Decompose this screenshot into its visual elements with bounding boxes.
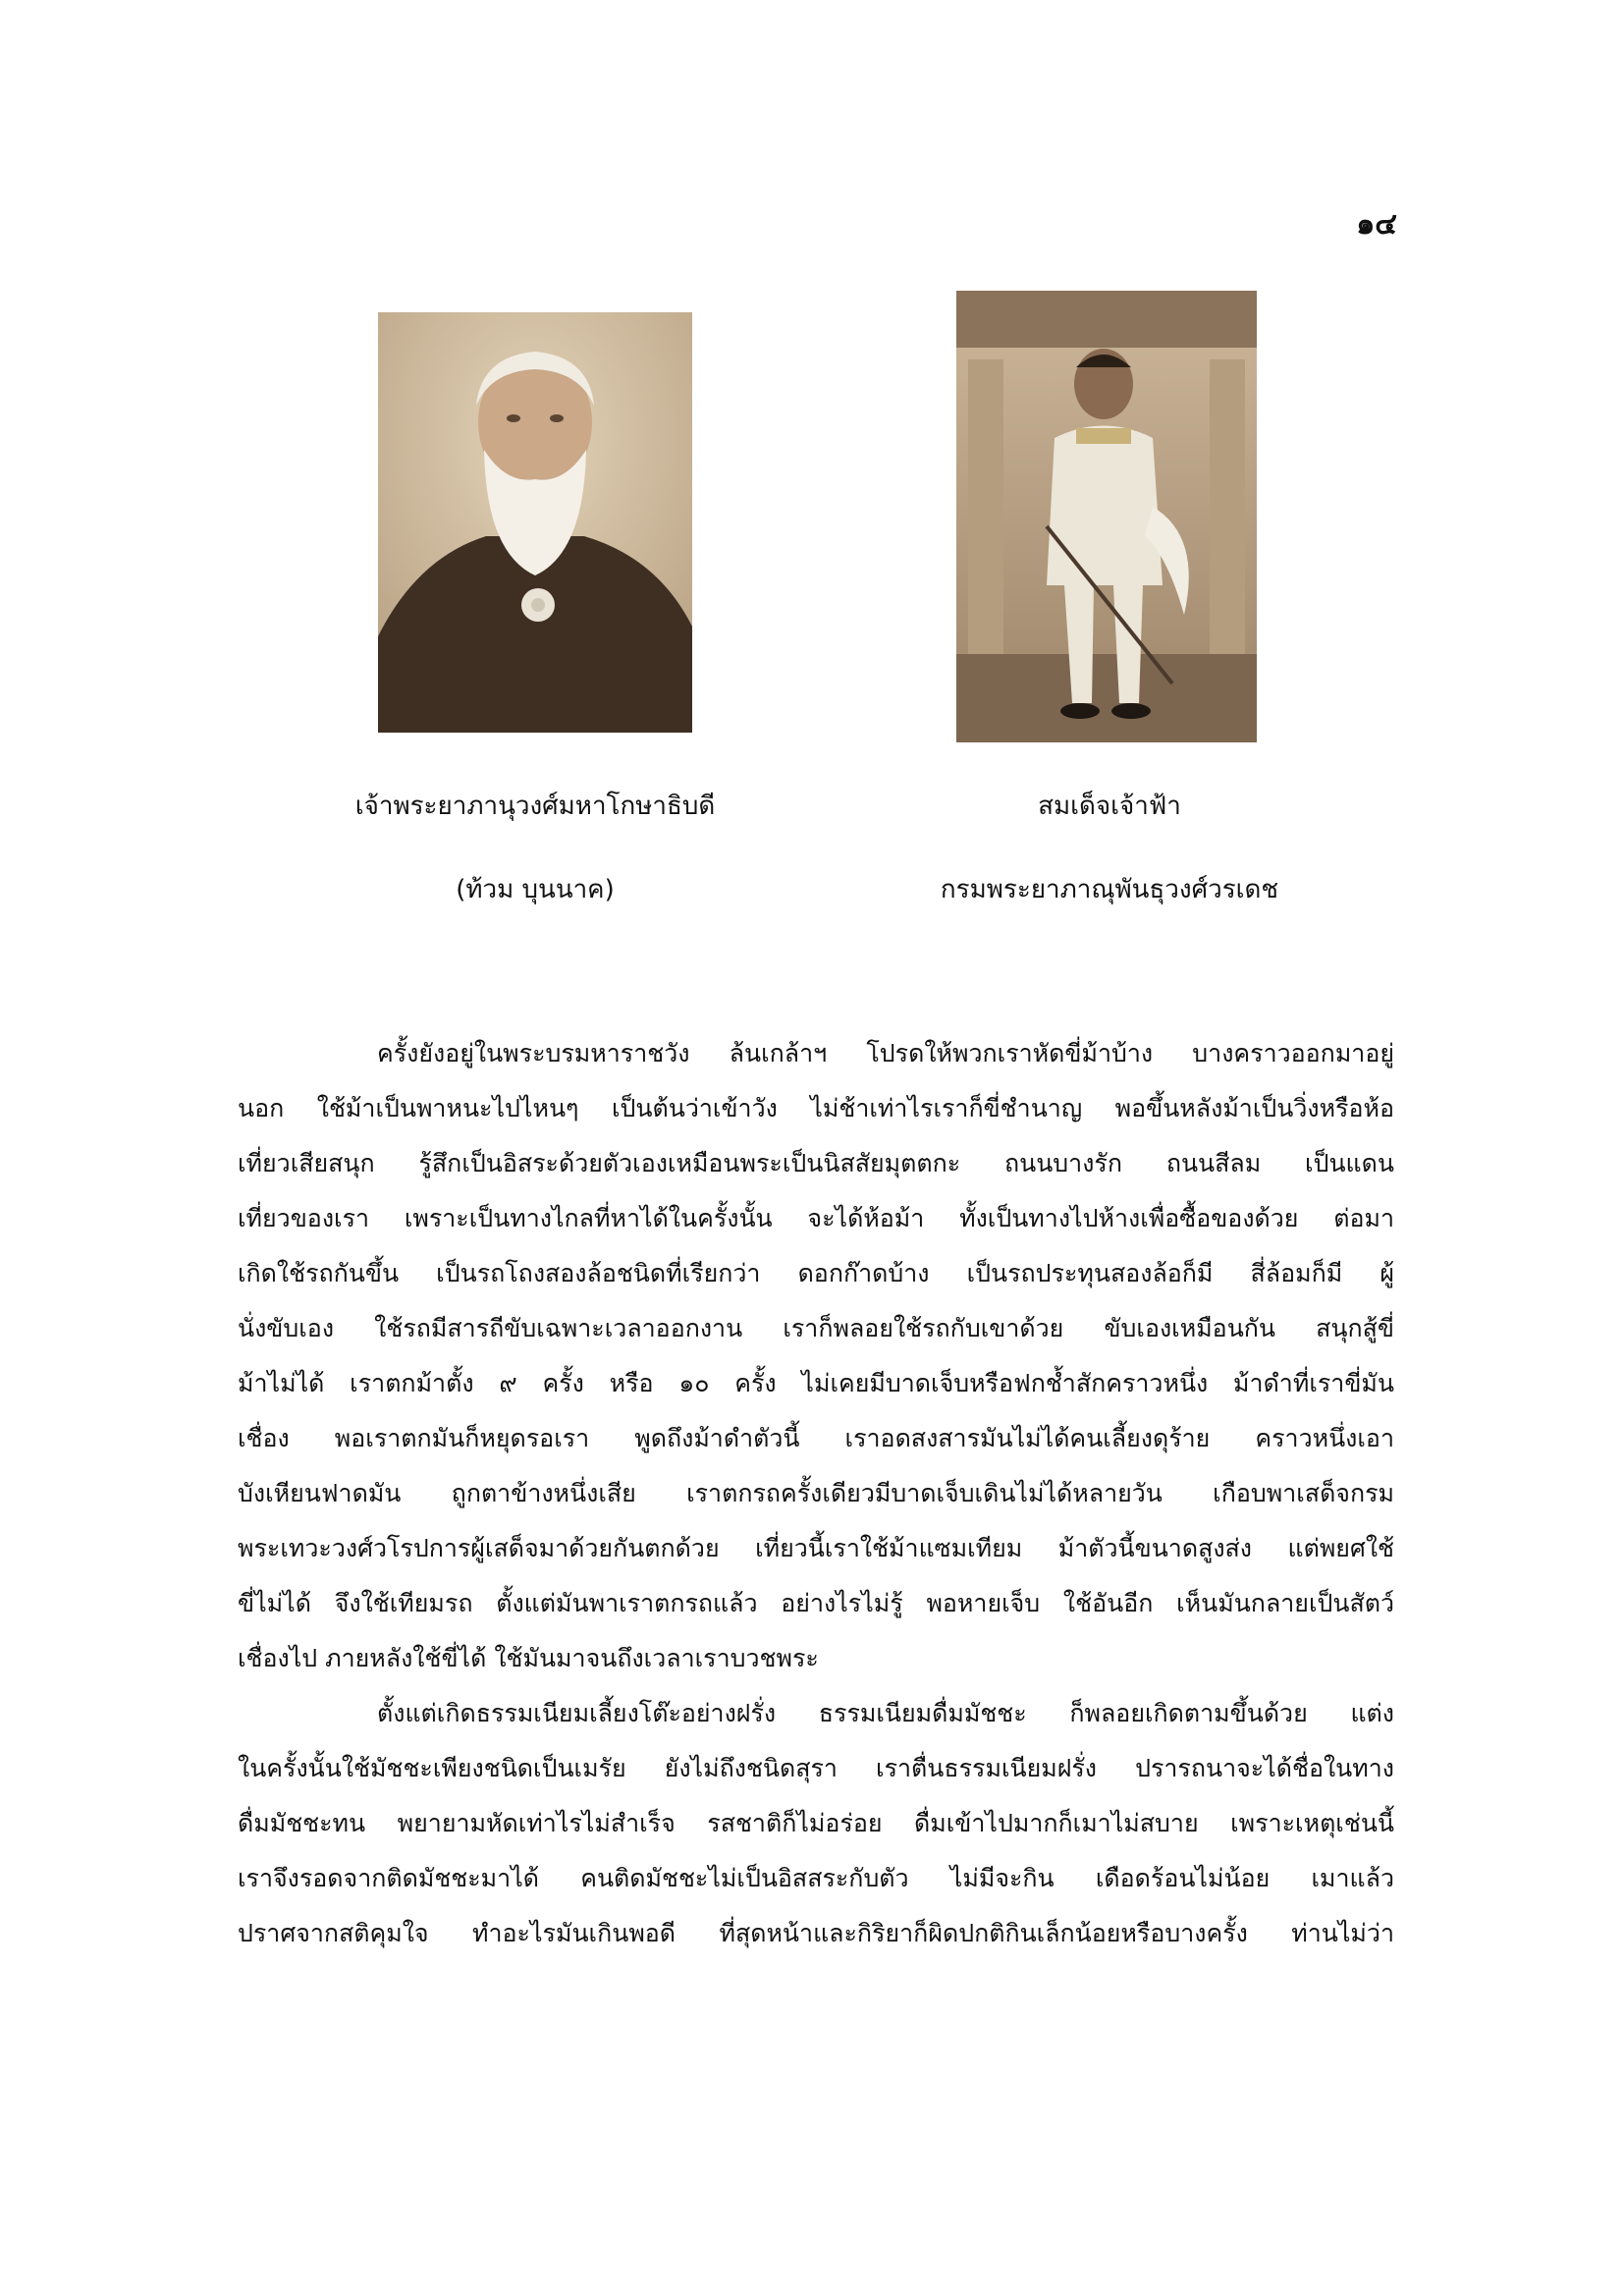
text-line: ในครั้งนั้นใช้มัชชะเพียงชนิดเป็นเมรัย ยังไม่ถึงชนิดสุรา เราตื่นธรรมเนียมฝรั่ง ปรารถนาจะได้ชื่อในทาง [238,1754,1394,1782]
text-line: เที่ยวเสียสนุก รู้สึกเป็นอิสระด้วยตัวเองเหมือนพระเป็นนิสสัยมุตตกะ ถนนบางรัก ถนนสีลม เป็นแดน [238,1149,1394,1177]
text-line: ตั้งแต่เกิดธรรมเนียมเลี้ยงโต๊ะอย่างฝรั่ง ธรรมเนียมดื่มมัชชะ ก็พลอยเกิดตามขึ้นด้วย แต่ง [377,1699,1394,1727]
text-line: ขี่ไม่ได้ จึงใช้เทียมรถ ตั้งแต่มันพาเราตกรถแล้ว อย่างไรไม่รู้ พอหายเจ็บ ใช้อันอีก เห็นมันกลายเป็นสัตว์ [238,1589,1394,1617]
body-text [238,1026,1394,1961]
portrait-photo-elderly-man [378,312,692,733]
text-line: นั่งขับเอง ใช้รถมีสารถีขับเฉพาะเวลาออกงาน เราก็พลอยใช้รถกับเขาด้วย ขับเองเหมือนกัน สนุกสู้ขี่ [238,1314,1394,1342]
text-line: เชื่องไป ภายหลังใช้ขี่ได้ ใช้มันมาจนถึงเวลาเราบวชพระ [238,1644,819,1672]
text-line: เราจึงรอดจากติดมัชชะมาได้ คนติดมัชชะไม่เป็นอิสสระกับตัว ไม่มีจะกิน เดือดร้อนไม่น้อย เมาแล้ว [238,1864,1394,1892]
text-line: พระเทวะวงศ์วโรปการผู้เสด็จมาด้วยกันตกด้วย เที่ยวนี้เราใช้ม้าแซมเทียม ม้าตัวนี้ขนาดสูงส่ง แต่พยศใช้ [238,1534,1394,1562]
text-line: ปราศจากสติคุมใจ ทำอะไรมันเกินพอดี ที่สุดหน้าและกิริยาก็ผิดปกติกินเล็กน้อยหรือบางครั้ง ท่านไม่ว่า [238,1919,1394,1947]
text-line: ม้าไม่ได้ เราตกม้าตั้ง ๙ ครั้ง หรือ ๑๐ ครั้ง ไม่เคยมีบาดเจ็บหรือฟกช้ำสักคราวหนึ่ง ม้าดำที่เราขี่มัน [238,1369,1394,1397]
figure-caption-left-name: เจ้าพระยาภานุวงศ์มหาโกษาธิบดี [354,792,716,821]
paragraph [238,1686,1394,1961]
text-line: เที่ยวของเรา เพราะเป็นทางไกลที่หาได้ในครั้งนั้น จะได้ห้อม้า ทั้งเป็นทางไปห้างเพื่อซื้อของด้วย ต่อมา [238,1204,1394,1232]
text-line: นอก ใช้ม้าเป็นพาหนะไปไหนๆ เป็นต้นว่าเข้าวัง ไม่ช้าเท่าไรเราก็ขี่ชำนาญ พอขึ้นหลังม้าเป็นวิ่งหรือห้อ [238,1094,1394,1122]
paragraph [238,1026,1394,1686]
text-line: เชื่อง พอเราตกมันก็หยุดรอเรา พูดถึงม้าดำตัวนี้ เราอดสงสารมันไม่ได้คนเลี้ยงดุร้าย คราวหนึ่งเอา [238,1424,1394,1452]
text-line: ดื่มมัชชะทน พยายามหัดเท่าไรไม่สำเร็จ รสชาติก็ไม่อร่อย ดื่มเข้าไปมากก็เมาไม่สบาย เพราะเหตุเช่นนี้ [238,1809,1394,1837]
portrait-photo-prince-uniform [956,291,1257,742]
page-number: ๑๔ [1356,207,1397,242]
text-line: ครั้งยังอยู่ในพระบรมหาราชวัง ล้นเกล้าฯ โปรดให้พวกเราหัดขี่ม้าบ้าง บางคราวออกมาอยู่ [377,1039,1394,1067]
text-line: บังเหียนฟาดมัน ถูกตาข้างหนึ่งเสีย เราตกรถครั้งเดียวมีบาดเจ็บเดินไม่ได้หลายวัน เกือบพาเสด็จกรม [238,1479,1394,1507]
figure-caption-right-name: สมเด็จเจ้าฟ้า [1038,792,1181,821]
figure-caption-right-subtitle: กรมพระยาภาณุพันธุวงศ์วรเดช [940,875,1279,904]
text-line: เกิดใช้รถกันขึ้น เป็นรถโถงสองล้อชนิดที่เรียกว่า ดอกก๊าดบ้าง เป็นรถประทุนสองล้อก็มี สี่ล้อมก็มี ผู้ [238,1259,1394,1287]
figure-caption-left-subtitle: (ท้วม บุนนาค) [456,875,615,904]
